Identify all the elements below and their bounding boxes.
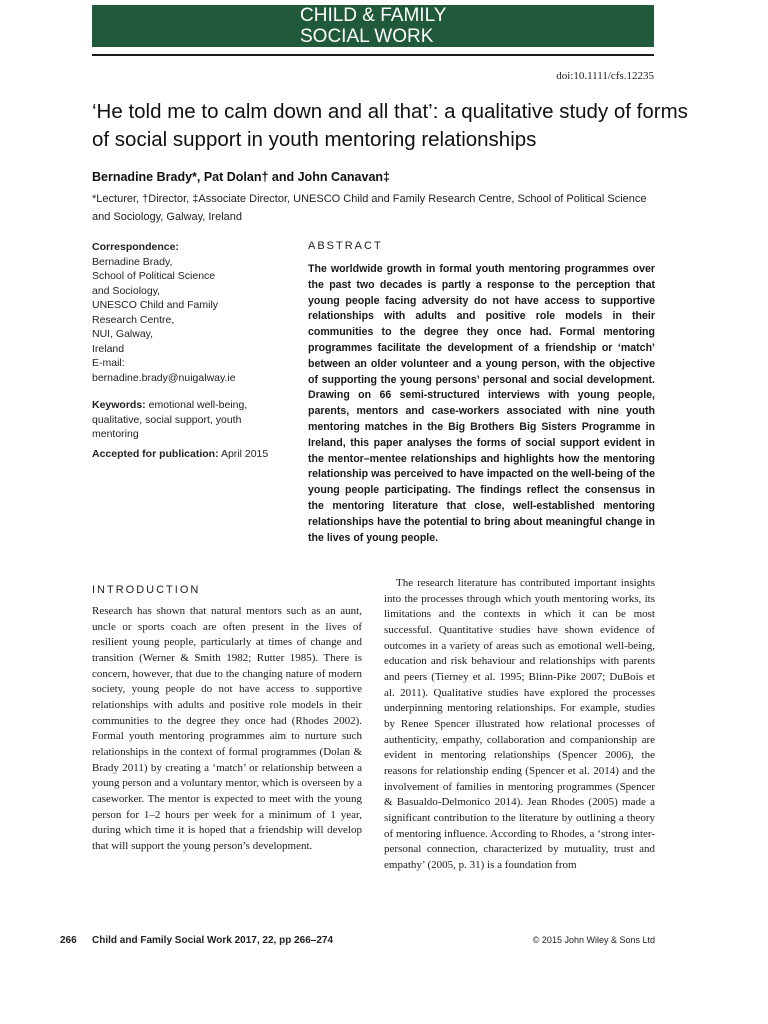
doi: doi:10.1111/cfs.12235: [556, 70, 654, 82]
correspondence-line: School of Political Science: [92, 270, 216, 282]
keywords: [92, 398, 277, 442]
banner-rule: [92, 54, 654, 56]
journal-name-social: SOCIAL: [300, 26, 369, 47]
copyright: © 2015 John Wiley & Sons Ltd: [532, 935, 655, 945]
correspondence-line: NUI, Galway,: [92, 328, 154, 340]
journal-name-work: WORK: [374, 26, 434, 47]
correspondence-line: and Sociology,: [92, 284, 161, 297]
page-number: 266: [60, 935, 77, 946]
journal-name-line1: CHILD & FAMILY: [300, 5, 447, 26]
citation: Child and Family Social Work 2017, 22, pp 266–274: [92, 935, 334, 946]
introduction-column-1: Research has shown that natural mentors such as an aunt, uncle or sports coach are often present in the lives of resilient young people, particularly at times of change and transition (Werner & Smith 1982; Rutter 1985). There is concern, however, that due to the changing nature of modern society, young people do not have access to supportive relationships with adults and positive role models in their communities to the degree they once had (Rhodes 2002). Formal youth mentoring programmes aim to nurture such relationships in the context of formal programmes (Dolan & Brady 2011) by creating a ‘match’ or relationship between a young person and a voluntary mentor, which is overseen by a caseworker. The mentor is expected to meet with the young person for 1–2 hours per week for a minimum of 1 year, during which time it is hoped that a friendship will develop that will support the young person’s development.: [92, 605, 362, 852]
correspondence-label: Correspondence:: [92, 241, 179, 253]
article-title: ‘He told me to calm down and all that’: a qualitative study of forms of social support in youth mentoring relationships: [92, 100, 688, 151]
correspondence-line: Ireland: [92, 342, 125, 355]
accepted-label: Accepted for publication:: [92, 448, 219, 460]
accepted-date: [92, 447, 292, 462]
introduction-heading: INTRODUCTION: [92, 584, 201, 596]
correspondence-line: E-mail:: [92, 357, 125, 369]
correspondence-line: Bernadine Brady,: [92, 255, 173, 268]
correspondence-line: UNESCO Child and Family: [92, 299, 219, 311]
page-footer-citation: [60, 935, 333, 946]
keywords-text: emotional well-being, qualitative, social support, youth mentoring: [92, 399, 248, 440]
abstract-heading: ABSTRACT: [308, 240, 383, 252]
correspondence-email[interactable]: bernadine.brady@nuigalway.ie: [92, 371, 236, 384]
affiliation: *Lecturer, †Director, ‡Associate Director, UNESCO Child and Family Research Centre, School of Political Science and Sociology, Galway, Ireland: [92, 193, 647, 223]
journal-banner: [92, 5, 654, 47]
authors: Bernadine Brady*, Pat Dolan† and John Canavan‡: [92, 170, 390, 184]
correspondence-line: Research Centre,: [92, 313, 175, 326]
accepted-text: April 2015: [220, 448, 269, 460]
abstract-text: The worldwide growth in formal youth mentoring programmes over the past two decades is partly a response to the perception that young people facing adversity do not have access to supportive relationships with adults and positive role models in their communities to the degree they once had. Formal mentoring programmes facilitate the development of a friendship or ‘match’ between an older volunteer and a young person, with the objective of supporting the young persons’ personal and social development. Drawing on 66 semi-structured interviews with young people, parents, mentors and case-workers associated with nine youth mentoring matches in the Big Brothers Big Sisters Programme in Ireland, this paper analyses the forms of social support evident in the mentor–mentee relationships and highlights how the mentoring relationship was perceived to have impacted on the well-being of the young people participating. The findings reflect the consensus in the mentoring literature that close, well-established mentoring relationships have the potential to bring about meaningful change in the lives of young people.: [308, 263, 655, 544]
introduction-column-2: The research literature has contributed important insights into the processes through which youth mentoring works, its limitations and the contexts in which it can be most successful. Quantitative studies have shown evidence of outcomes in a variety of areas such as emotional well-being, education and risk behaviour and relationships with parents and peers (Tierney et al. 1995; Blinn-Pike 2007; DuBois et al. 2011). Qualitative studies have explored the processes underpinning mentoring relationships. For example, studies by Renee Spencer illustrated how relational processes of authenticity, empathy, collaboration and companionship are evident in mentoring relationships (Spencer 2006), the reasons for relationship ending (Spencer et al. 2014) and the involvement of families in mentoring programmes (Spencer & Basualdo-Delmonico 2014). Jean Rhodes (2005) made a significant contribution to the literature by outlining a theory of mentoring influence. According to Rhodes, a ‘strong inter-personal connection, characterized by mutuality, trust and empathy’ (2005, p. 31) is a foundation from: [384, 577, 655, 871]
correspondence: [92, 240, 282, 385]
journal-name-line2: [300, 26, 433, 47]
keywords-label: Keywords:: [92, 399, 146, 411]
